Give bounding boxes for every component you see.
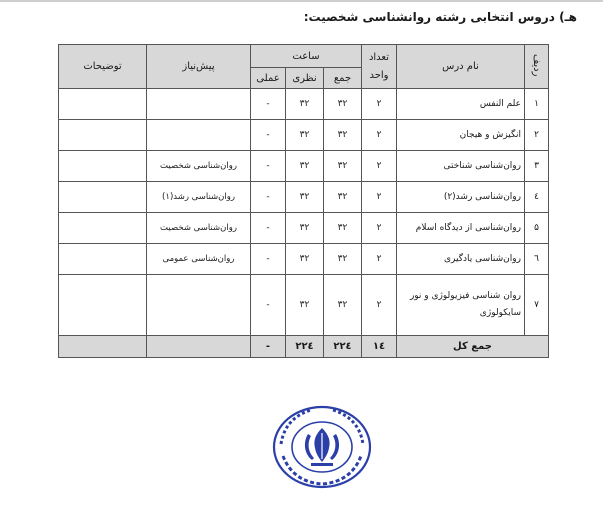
col-header-hours-theory: نظری — [286, 68, 324, 89]
hours-practical: - — [251, 151, 286, 182]
col-header-prerequisite: پیش‌نیاز — [147, 45, 251, 89]
total-row — [59, 336, 549, 358]
course-name: روان‌شناسی شناختی — [397, 151, 525, 182]
ministry-seal-logo — [271, 404, 373, 490]
hours-total: ۳۲ — [324, 182, 362, 213]
row-number: ۱ — [525, 89, 549, 120]
table-row — [59, 151, 549, 182]
course-prerequisite: روان‌شناسی عمومی — [147, 244, 251, 275]
table-row — [59, 275, 549, 336]
table-row — [59, 244, 549, 275]
hours-practical: - — [251, 244, 286, 275]
hours-theory: ۳۲ — [286, 120, 324, 151]
total-units: ١٤ — [362, 336, 397, 358]
table-row — [59, 213, 549, 244]
col-header-hours-total: جمع — [324, 68, 362, 89]
col-header-notes: توضیحات — [59, 45, 147, 89]
hours-theory: ۳۲ — [286, 89, 324, 120]
course-notes — [59, 275, 147, 336]
row-number: ٤ — [525, 182, 549, 213]
course-prerequisite — [147, 120, 251, 151]
hours-theory: ۳۲ — [286, 182, 324, 213]
row-number: ۲ — [525, 120, 549, 151]
course-units: ۲ — [362, 275, 397, 336]
col-header-course-name: نام درس — [397, 45, 525, 89]
total-hours-theory: ۲۲٤ — [286, 336, 324, 358]
row-number: ٦ — [525, 244, 549, 275]
total-label: جمع کل — [397, 336, 549, 358]
row-number: ۵ — [525, 213, 549, 244]
course-units: ۲ — [362, 120, 397, 151]
courses-table — [58, 44, 549, 358]
course-notes — [59, 120, 147, 151]
col-header-units: تعداد واحد — [362, 45, 397, 89]
top-rule — [0, 0, 603, 2]
course-notes — [59, 182, 147, 213]
course-name: انگیزش و هیجان — [397, 120, 525, 151]
course-name: روان شناسی فیزیولوژی و نور سایکولوژی — [397, 275, 525, 336]
hours-theory: ۳۲ — [286, 213, 324, 244]
hours-practical: - — [251, 120, 286, 151]
course-notes — [59, 151, 147, 182]
row-number: ۷ — [525, 275, 549, 336]
course-notes — [59, 213, 147, 244]
hours-total: ۳۲ — [324, 89, 362, 120]
col-header-row: ردیف — [525, 45, 549, 89]
course-name: روان‌شناسی از دیدگاه اسلام — [397, 213, 525, 244]
total-hours-practical: - — [251, 336, 286, 358]
course-units: ۲ — [362, 89, 397, 120]
table-row — [59, 182, 549, 213]
course-name: روان‌شناسی رشد(۲) — [397, 182, 525, 213]
hours-total: ۳۲ — [324, 151, 362, 182]
col-header-hours-practical: عملی — [251, 68, 286, 89]
course-prerequisite: روان‌شناسی رشد(۱) — [147, 182, 251, 213]
total-prerequisite-empty — [147, 336, 251, 358]
hours-total: ۳۲ — [324, 244, 362, 275]
course-prerequisite: روان‌شناسی شخصیت — [147, 213, 251, 244]
course-notes — [59, 89, 147, 120]
course-units: ۲ — [362, 151, 397, 182]
hours-total: ۳۲ — [324, 275, 362, 336]
course-prerequisite — [147, 89, 251, 120]
table-row — [59, 120, 549, 151]
hours-practical: - — [251, 275, 286, 336]
course-units: ۲ — [362, 182, 397, 213]
hours-total: ۳۲ — [324, 120, 362, 151]
table-row — [59, 89, 549, 120]
hours-total: ۳۲ — [324, 213, 362, 244]
course-units: ۲ — [362, 213, 397, 244]
hours-theory: ۳۲ — [286, 244, 324, 275]
col-header-hours: ساعت — [251, 45, 362, 68]
hours-practical: - — [251, 89, 286, 120]
course-prerequisite — [147, 275, 251, 336]
course-prerequisite: روان‌شناسی شخصیت — [147, 151, 251, 182]
total-notes-empty — [59, 336, 147, 358]
course-name: روان‌شناسی یادگیری — [397, 244, 525, 275]
hours-theory: ۳۲ — [286, 275, 324, 336]
total-hours-total: ۲۲٤ — [324, 336, 362, 358]
course-name: علم النفس — [397, 89, 525, 120]
hours-practical: - — [251, 182, 286, 213]
hours-theory: ۳۲ — [286, 151, 324, 182]
section-heading: هـ) دروس انتخابی رشته روانشناسی شخصیت: — [303, 10, 577, 24]
course-units: ۲ — [362, 244, 397, 275]
hours-practical: - — [251, 213, 286, 244]
row-number: ۳ — [525, 151, 549, 182]
course-notes — [59, 244, 147, 275]
